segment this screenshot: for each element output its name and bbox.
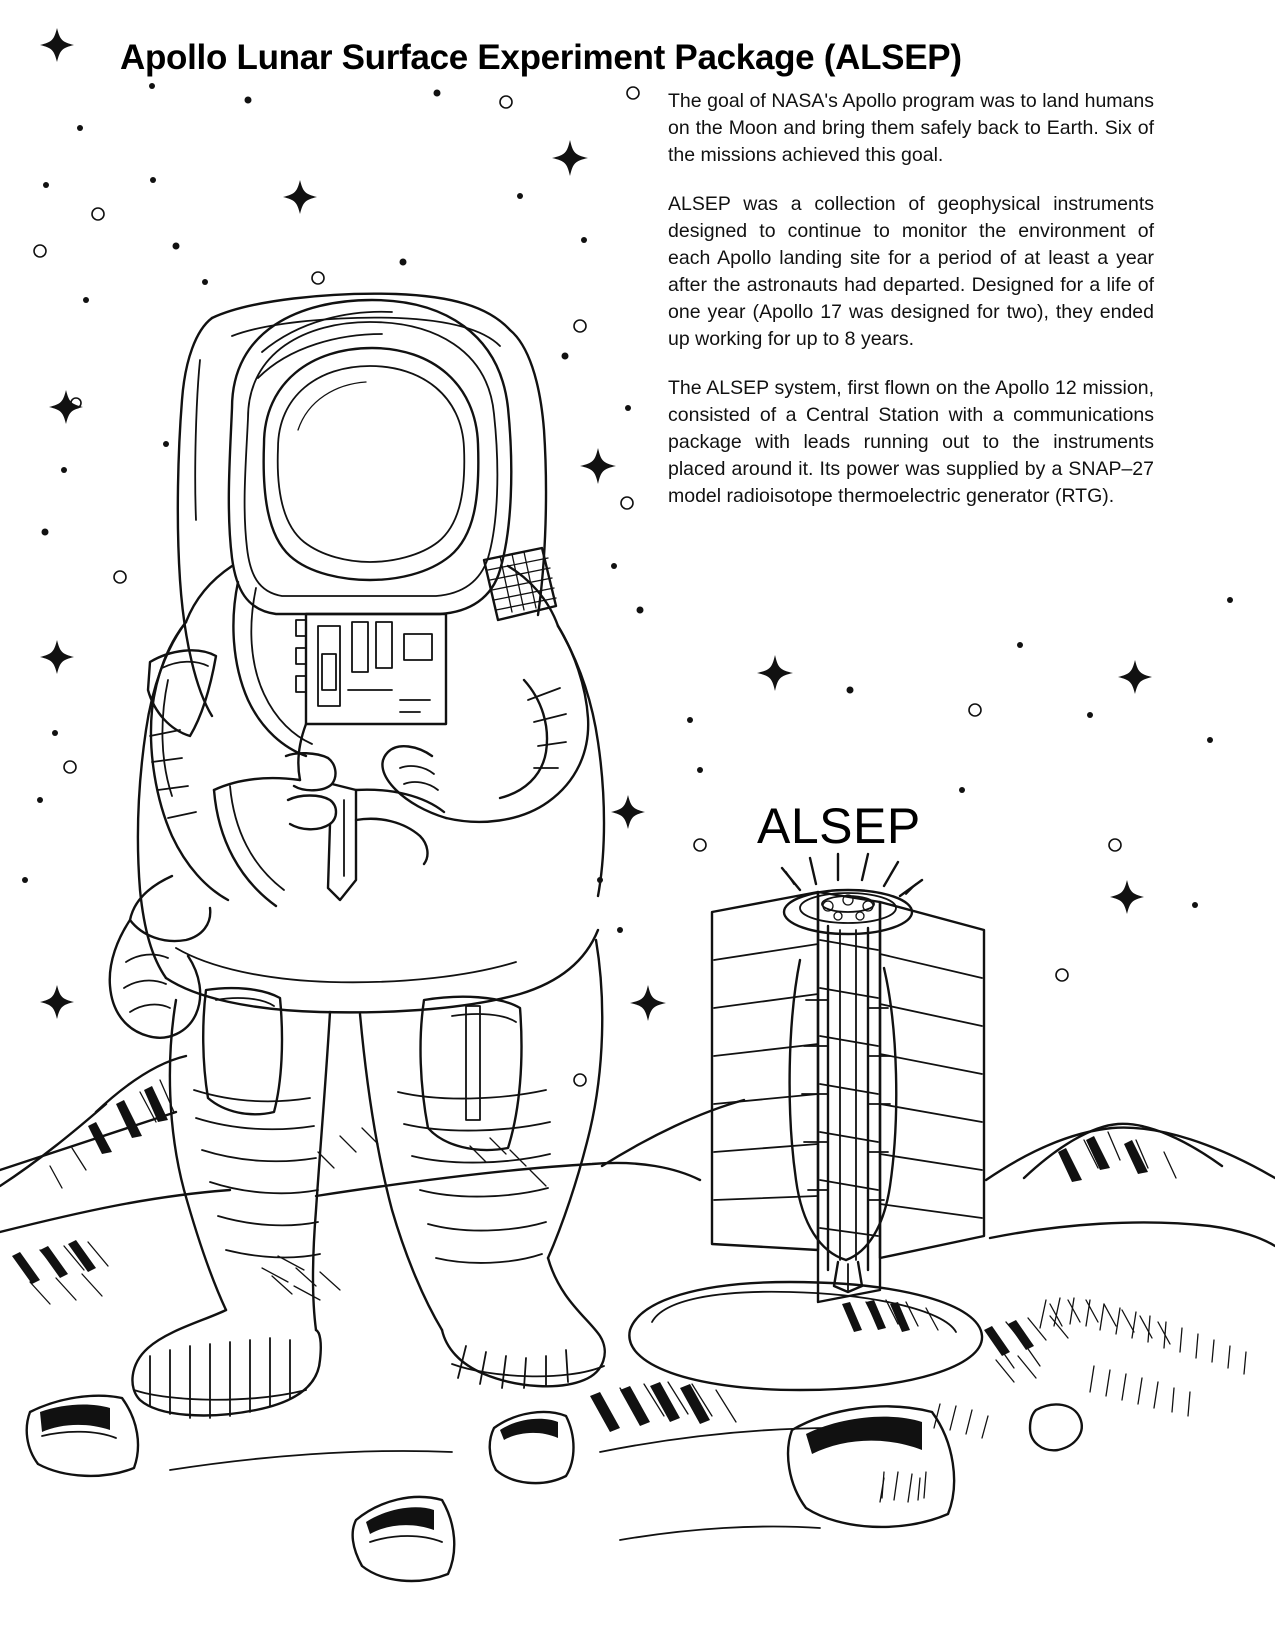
paragraph-3: The ALSEP system, first flown on the Apollo 12 mission, consisted of a Central Station with a communications package with leads running out to the instruments placed around it. Its power was supplied by a SNAP–27 model radioisotope thermoelectric generator (RTG). bbox=[668, 377, 1154, 507]
article-text-column bbox=[668, 88, 1154, 510]
lunar-terrain bbox=[0, 1056, 1275, 1581]
astronaut-figure bbox=[110, 294, 605, 1418]
alsep-instrument bbox=[712, 854, 984, 1302]
alsep-diagram-caption: ALSEP bbox=[757, 798, 921, 854]
paragraph-1: The goal of NASA's Apollo program was to land humans on the Moon and bring them safely back to Earth. Six of the missions achieved this goal. bbox=[668, 90, 1154, 166]
paragraph-2: ALSEP was a collection of geophysical instruments designed to continue to monitor the environment of each Apollo landing site for a period of at least a year after the astronauts had departed. Designed for a life of one year (Apollo 17 was designed for two), they ended up working for up to 8 years. bbox=[668, 193, 1154, 350]
page-title: Apollo Lunar Surface Experiment Package (ALSEP) bbox=[120, 38, 962, 78]
